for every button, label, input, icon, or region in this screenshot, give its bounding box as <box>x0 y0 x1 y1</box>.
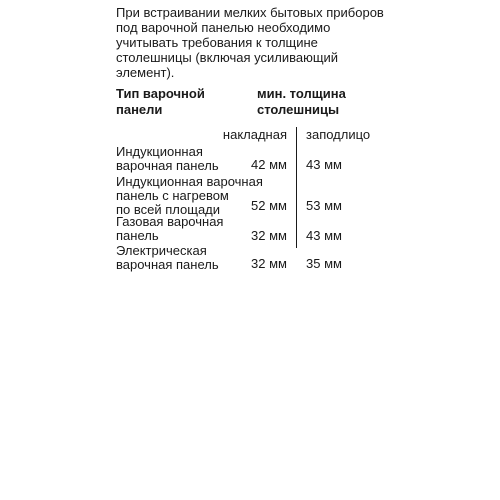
row-value-induction-full-flush: 53 мм <box>306 198 342 213</box>
intro-paragraph: При встраивании мелких бытовых приборов под варочной панелью необходимо учитывать требования к толщине столешницы (включая усиливающий элемент). <box>116 5 384 80</box>
row-value-gas-overlay: 32 мм <box>251 228 287 243</box>
row-label-electric: Электрическая варочная панель <box>116 243 219 272</box>
row-value-induction-overlay: 42 мм <box>251 157 287 172</box>
row-value-electric-flush: 35 мм <box>306 256 342 271</box>
row-label-gas: Газовая варочная панель <box>116 214 224 243</box>
header-hob-type: Тип варочной панели <box>116 86 205 117</box>
column-divider <box>296 127 297 248</box>
row-value-induction-full-overlay: 52 мм <box>251 198 287 213</box>
header-min-thickness: мин. толщина столешницы <box>257 86 346 117</box>
row-label-induction: Индукционная варочная панель <box>116 144 219 173</box>
row-label-induction-full: Индукционная варочная панель с нагревом по всей площади <box>116 174 263 217</box>
row-value-gas-flush: 43 мм <box>306 228 342 243</box>
row-value-induction-flush: 43 мм <box>306 157 342 172</box>
subheader-flush: заподлицо <box>306 127 371 142</box>
row-value-electric-overlay: 32 мм <box>251 256 287 271</box>
subheader-overlay: накладная <box>222 127 287 142</box>
